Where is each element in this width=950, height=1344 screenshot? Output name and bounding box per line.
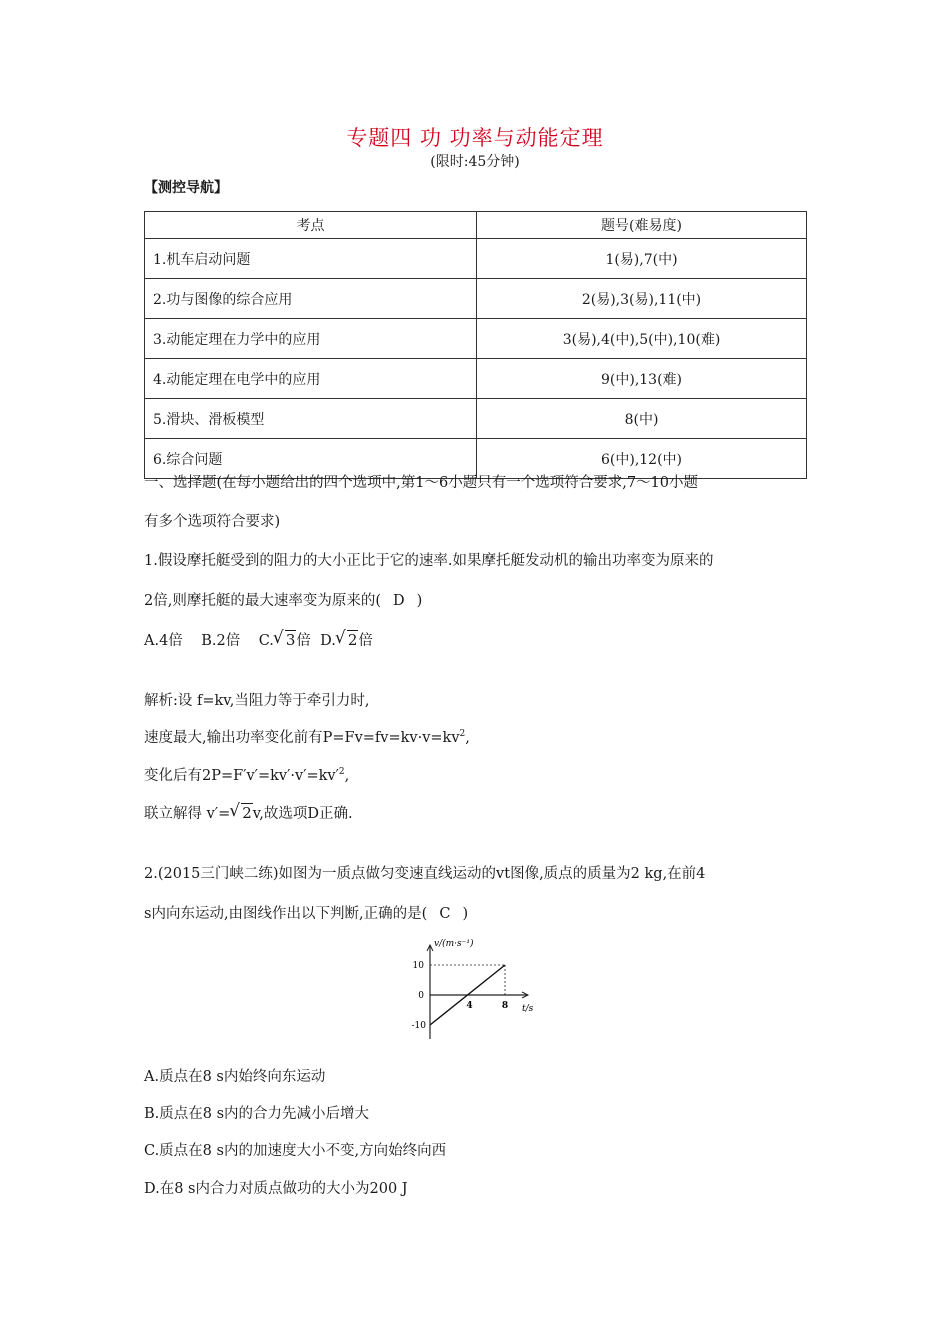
table-row xyxy=(145,239,807,279)
y-axis-label: v/(m·s⁻¹) xyxy=(434,939,474,949)
q1-solution-line: 解析:设 f=kv,当阻力等于牵引力时, xyxy=(144,693,370,709)
nav-table xyxy=(144,211,807,479)
table-row xyxy=(145,399,807,439)
solution-text: 变化后有2P=F′v′=kv′·v′=kv′ xyxy=(144,768,339,784)
table-header-row xyxy=(145,212,807,239)
radicand: 3 xyxy=(285,631,296,649)
x-tick-label: 8 xyxy=(501,1001,509,1011)
table-row xyxy=(145,279,807,319)
option-b: B.2倍 xyxy=(201,633,241,649)
option-d xyxy=(320,633,373,649)
time-limit: (限时:45分钟) xyxy=(430,154,520,170)
solution-text: 速度最大,输出功率变化前有P=Fv=fv=kv·v=kv xyxy=(144,730,460,746)
question-cell: 3(易),4(中),5(中),10(难) xyxy=(477,319,807,359)
q1-solution-line xyxy=(144,764,349,785)
q1-options xyxy=(144,629,373,650)
q2-option-c: C.质点在8 s内的加速度大小不变,方向始终向西 xyxy=(144,1143,447,1159)
superscript: 2 xyxy=(338,767,345,778)
y-tick-label: -10 xyxy=(411,1021,426,1031)
solution-text: 联立解得 v′= xyxy=(144,806,231,822)
option-a: A.4倍 xyxy=(144,633,183,649)
topic-cell: 5.滑块、滑板模型 xyxy=(145,399,477,439)
sqrt-symbol xyxy=(338,631,359,649)
q1-stem: 1.假设摩托艇受到的阻力的大小正比于它的速率.如果摩托艇发动机的输出功率变为原来的 xyxy=(144,553,714,569)
question-cell: 2(易),3(易),11(中) xyxy=(477,279,807,319)
q1-solution-line xyxy=(144,802,353,823)
option-d-label: D. xyxy=(320,633,336,649)
solution-text: v,故选项D正确. xyxy=(252,806,353,822)
radicand: 2 xyxy=(242,804,252,822)
q1-answer: D xyxy=(393,593,405,609)
page-title: 专题四 功 功率与动能定理 xyxy=(346,126,604,150)
sqrt-symbol xyxy=(276,631,297,649)
q2-option-a: A.质点在8 s内始终向东运动 xyxy=(144,1069,326,1085)
superscript: 2 xyxy=(459,729,466,740)
y-tick-label: 0 xyxy=(418,991,424,1001)
sqrt-symbol xyxy=(232,804,253,822)
q2-stem-text: s内向东运动,由图线作出以下判断,正确的是( xyxy=(144,906,428,922)
question-cell: 1(易),7(中) xyxy=(477,239,807,279)
q2-answer: C xyxy=(439,906,451,922)
option-c-label: C. xyxy=(258,633,274,649)
option-d-unit: 倍 xyxy=(358,633,373,649)
y-tick-label: 10 xyxy=(412,961,424,971)
topic-cell: 2.功与图像的综合应用 xyxy=(145,279,477,319)
question-cell: 9(中),13(难) xyxy=(477,359,807,399)
q2-stem-cont xyxy=(144,902,468,923)
solution-text: , xyxy=(344,768,350,784)
close-paren: ) xyxy=(416,593,423,609)
x-tick-label: 4 xyxy=(466,1001,473,1011)
topic-cell: 1.机车启动问题 xyxy=(145,239,477,279)
topic-cell: 4.动能定理在电学中的应用 xyxy=(145,359,477,399)
question-cell: 8(中) xyxy=(477,399,807,439)
vt-graph xyxy=(390,935,570,1045)
q2-option-b: B.质点在8 s内的合力先减小后增大 xyxy=(144,1106,370,1122)
solution-text: , xyxy=(465,730,470,746)
q1-stem-cont xyxy=(144,589,422,610)
topic-cell: 6.综合问题 xyxy=(145,439,477,479)
x-axis-label: t/s xyxy=(522,1004,534,1014)
table-row xyxy=(145,319,807,359)
section-heading: 【测控导航】 xyxy=(144,180,228,196)
q1-stem-text: 2倍,则摩托艇的最大速率变为原来的( xyxy=(144,593,381,609)
close-paren: ) xyxy=(462,906,469,922)
column-header: 题号(难易度) xyxy=(477,212,807,239)
part-intro: 一、选择题(在每小题给出的四个选项中,第1～6小题只有一个选项符合要求,7～10小题 xyxy=(144,475,698,491)
column-header: 考点 xyxy=(145,212,477,239)
part-intro-cont: 有多个选项符合要求) xyxy=(144,514,281,530)
q1-solution-line xyxy=(144,726,470,747)
question-cell: 6(中),12(中) xyxy=(477,439,807,479)
topic-cell: 3.动能定理在力学中的应用 xyxy=(145,319,477,359)
q2-stem: 2.(2015三门峡二练)如图为一质点做匀变速直线运动的vt图像,质点的质量为2 kg,在前4 xyxy=(144,866,706,882)
radicand: 2 xyxy=(347,631,358,649)
table-row xyxy=(145,359,807,399)
option-c-unit: 倍 xyxy=(296,633,311,649)
q2-option-d: D.在8 s内合力对质点做功的大小为200 J xyxy=(144,1181,408,1197)
option-c xyxy=(259,633,311,649)
